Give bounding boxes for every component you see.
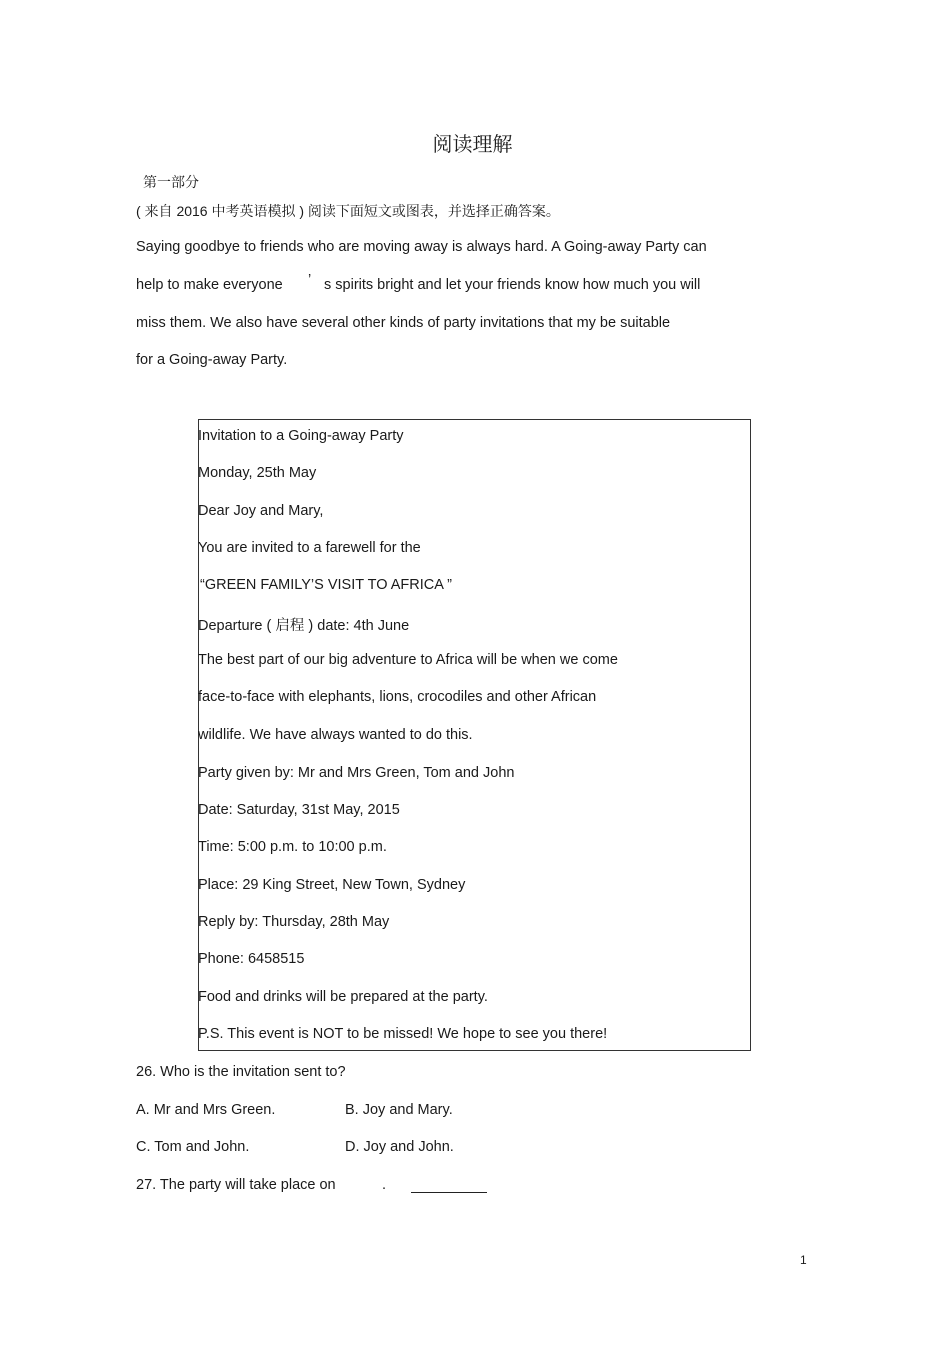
invitation-adventure-1: The best part of our big adventure to Africa will be when we come [198, 652, 618, 668]
question-27-period: . [382, 1177, 387, 1193]
invitation-adventure-3: wildlife. We have always wanted to do this. [198, 727, 473, 743]
invitation-heading: Invitation to a Going-away Party [198, 428, 404, 444]
intro-line-2b: s spirits bright and let your friends know how much you will [324, 277, 701, 293]
question-27-answer-blank[interactable] [411, 1178, 487, 1198]
intro-line-4: for a Going-away Party. [136, 352, 288, 368]
question-26-option-d[interactable]: D. Joy and John. [345, 1139, 454, 1155]
intro-apostrophe: ’ [308, 272, 312, 288]
intro-line-2a: help to make everyone [136, 277, 283, 293]
question-26: 26. Who is the invitation sent to? [136, 1064, 346, 1080]
invitation-time: Time: 5:00 p.m. to 10:00 p.m. [198, 839, 387, 855]
question-27: 27. The party will take place on [136, 1177, 336, 1193]
invitation-given-by: Party given by: Mr and Mrs Green, Tom and John [198, 765, 515, 781]
invitation-reply-by: Reply by: Thursday, 28th May [198, 914, 390, 930]
intro-line-3: miss them. We also have several other kinds of party invitations that my be suitable [136, 315, 671, 331]
question-26-option-c[interactable]: C. Tom and John. [136, 1139, 250, 1155]
invitation-adventure-2: face-to-face with elephants, lions, crocodiles and other African [198, 689, 597, 705]
intro-line-1: Saying goodbye to friends who are moving away is always hard. A Going-away Party can [136, 239, 707, 255]
section-label: 第一部分 [143, 174, 199, 190]
invitation-food: Food and drinks will be prepared at the party. [198, 989, 488, 1005]
invitation-departure: Departure ( 启程 ) date: 4th June [198, 618, 410, 634]
invitation-date: Date: Saturday, 31st May, 2015 [198, 802, 400, 818]
invitation-date-line: Monday, 25th May [198, 465, 317, 481]
invitation-place: Place: 29 King Street, New Town, Sydney [198, 877, 466, 893]
source-note: ( 来自 2016 中考英语模拟 ) 阅读下面短文或图表，并选择正确答案。 [136, 203, 560, 219]
invitation-invited-line: You are invited to a farewell for the [198, 540, 421, 556]
invitation-ps: P.S. This event is NOT to be missed! We hope to see you there! [198, 1026, 608, 1042]
page-title: 阅读理解 [432, 132, 513, 156]
invitation-event-name: “GREEN FAMILY’S VISIT TO AFRICA ” [200, 577, 452, 593]
question-26-option-a[interactable]: A. Mr and Mrs Green. [136, 1102, 276, 1118]
invitation-greeting: Dear Joy and Mary, [198, 503, 324, 519]
invitation-phone: Phone: 6458515 [198, 951, 305, 967]
page-number: 1 [800, 1253, 807, 1267]
question-26-option-b[interactable]: B. Joy and Mary. [345, 1102, 453, 1118]
